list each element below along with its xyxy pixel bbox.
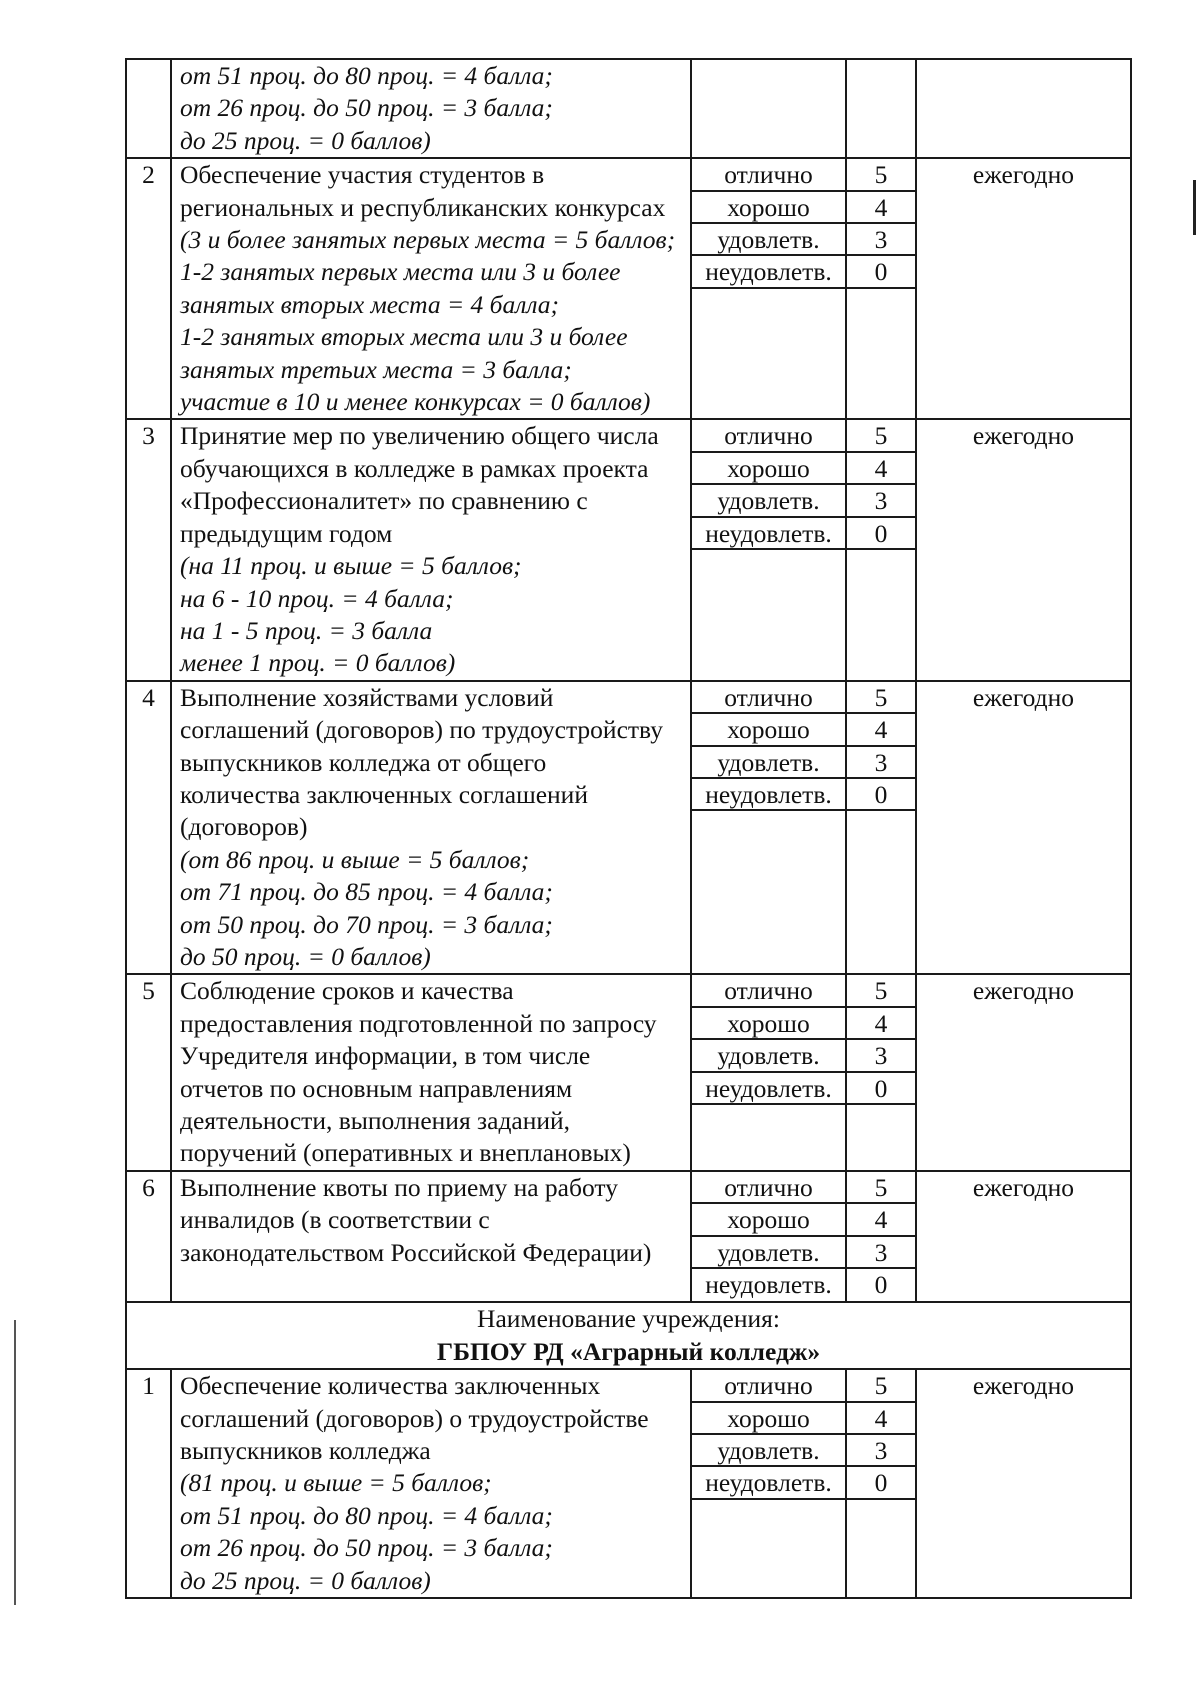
criteria-line: (от 86 проц. и выше = 5 баллов;	[180, 844, 530, 874]
row-number: 3	[126, 419, 171, 680]
criteria-line: от 26 проц. до 50 проц. = 3 балла;	[180, 1533, 553, 1563]
scan-margin-mark-right	[1193, 180, 1196, 235]
indicator-title-line: Выполнение квоты по приему на работу	[180, 1172, 618, 1202]
grade-label-cell	[691, 974, 846, 1170]
grade-score: 4	[847, 1008, 915, 1040]
indicator-title-line: предыдущим годом	[180, 518, 393, 548]
grade-score: 4	[847, 453, 915, 485]
table-row	[126, 1369, 1131, 1598]
criteria-line: от 71 проц. до 85 проц. = 4 балла;	[180, 877, 553, 907]
institution-name: ГБПОУ РД «Аграрный колледж»	[436, 1336, 821, 1366]
criteria-line: до 25 проц. = 0 баллов)	[180, 125, 431, 155]
grade-score: 0	[847, 256, 915, 288]
indicator-title-line: законодательством Российской Федерации)	[180, 1237, 652, 1267]
criteria-line: до 50 проц. = 0 баллов)	[180, 941, 431, 971]
criteria-line: (81 проц. и выше = 5 баллов;	[180, 1468, 492, 1498]
indicator-title-line: Принятие мер по увеличению общего числа	[180, 421, 659, 451]
indicator-title-line: Выполнение хозяйствами условий	[180, 682, 554, 712]
grade-score: 5	[847, 1172, 915, 1204]
grade-score: 4	[847, 1204, 915, 1236]
grade-label: удовлетв.	[692, 1040, 845, 1072]
grade-label-cell	[691, 1369, 846, 1598]
criteria-line: на 6 - 10 проц. = 4 балла;	[180, 583, 454, 613]
grade-label: отлично	[692, 682, 845, 714]
grade-label: неудовлетв.	[692, 518, 845, 550]
indicator-title-line: Учредителя информации, в том числе	[180, 1041, 591, 1071]
criteria-line: занятых третьих места = 3 балла;	[180, 354, 572, 384]
row-number: 4	[126, 681, 171, 975]
grade-label: неудовлетв.	[692, 779, 845, 811]
grade-label-cell	[691, 59, 846, 158]
period-value: ежегодно	[916, 1369, 1131, 1598]
grade-label: отлично	[692, 159, 845, 191]
criteria-line: от 50 проц. до 70 проц. = 3 балла;	[180, 909, 553, 939]
indicator-title-line: выпускников колледжа	[180, 1436, 431, 1465]
grade-label: хорошо	[692, 453, 845, 485]
period-value: ежегодно	[916, 158, 1131, 419]
grade-score: 4	[847, 192, 915, 224]
grade-score: 3	[847, 224, 915, 256]
period-cell	[916, 59, 1131, 158]
institution-name-header	[126, 1302, 1131, 1369]
grade-score: 0	[847, 518, 915, 550]
indicator-title-line: соглашений (договоров) о трудоустройстве	[180, 1403, 649, 1433]
indicator-title-line: предоставления подготовленной по запросу	[180, 1008, 657, 1038]
criteria-table-body	[126, 59, 1131, 1598]
grade-label-cell	[691, 419, 846, 680]
scan-margin-mark-left	[14, 1320, 16, 1605]
grade-score: 4	[847, 1403, 915, 1435]
grade-label: удовлетв.	[692, 224, 845, 256]
grade-label: хорошо	[692, 1403, 845, 1435]
grade-score-cell	[846, 59, 916, 158]
grade-score: 3	[847, 485, 915, 517]
indicator-description	[171, 1171, 691, 1303]
period-value: ежегодно	[916, 974, 1131, 1170]
grade-score: 5	[847, 975, 915, 1007]
row-number: 6	[126, 1171, 171, 1303]
grade-label-cell	[691, 1171, 846, 1303]
indicator-title-line: Соблюдение сроков и качества	[180, 976, 514, 1006]
period-value: ежегодно	[916, 681, 1131, 975]
table-row	[126, 974, 1131, 1170]
grade-label: удовлетв.	[692, 485, 845, 517]
grade-label: хорошо	[692, 1008, 845, 1040]
indicator-title-line: поручений (оперативных и внеплановых)	[180, 1138, 631, 1168]
grade-score: 0	[874, 1269, 888, 1299]
table-row-continuation	[126, 59, 1131, 158]
grade-label: неудовлетв.	[692, 1073, 845, 1105]
table-row	[126, 419, 1131, 680]
criteria-line: от 26 проц. до 50 проц. = 3 балла;	[180, 93, 553, 123]
criteria-line: 1-2 занятых вторых места или 3 и более	[180, 322, 628, 352]
indicator-title-line: Обеспечение участия студентов в	[180, 160, 545, 190]
grade-score-cell	[846, 1171, 916, 1303]
indicator-title-line: количества заключенных соглашений	[180, 779, 588, 809]
grade-label: хорошо	[692, 192, 845, 224]
grade-label: отлично	[692, 975, 845, 1007]
criteria-line: (3 и более занятых первых места = 5 баллов;	[180, 225, 676, 255]
grade-score-cell	[846, 419, 916, 680]
period-value: ежегодно	[916, 419, 1131, 680]
grade-score: 4	[847, 714, 915, 746]
section-header-row	[126, 1302, 1131, 1369]
grade-score: 0	[847, 1073, 915, 1105]
indicator-title-line: региональных и республиканских конкурсах	[180, 192, 666, 222]
table-row	[126, 681, 1131, 975]
indicator-title-line: Обеспечение количества заключенных	[180, 1371, 601, 1401]
row-number: 2	[126, 158, 171, 419]
criteria-line: на 1 - 5 проц. = 3 балла	[180, 615, 433, 645]
period-value: ежегодно	[916, 1171, 1131, 1303]
table-row	[126, 1171, 1131, 1303]
row-number-cell	[126, 59, 171, 158]
grade-score: 0	[847, 1467, 915, 1499]
criteria-line: от 51 проц. до 80 проц. = 4 балла;	[180, 1500, 553, 1530]
criteria-line: 1-2 занятых первых места или 3 и более	[180, 257, 621, 287]
indicator-description	[171, 681, 691, 975]
indicator-title-line: отчетов по основным направлениям	[180, 1073, 573, 1103]
indicator-title-line: выпускников колледжа от общего	[180, 747, 547, 777]
grade-score-cell	[846, 158, 916, 419]
grade-label: хорошо	[692, 714, 845, 746]
indicator-title-line: (договоров)	[180, 812, 308, 842]
grade-score-cell	[846, 974, 916, 1170]
grade-label: отлично	[692, 1370, 845, 1402]
criteria-line: от 51 проц. до 80 проц. = 4 балла;	[180, 61, 553, 90]
grade-score: 5	[847, 1370, 915, 1402]
grade-score: 3	[847, 1435, 915, 1467]
table-row	[126, 158, 1131, 419]
indicator-description	[171, 974, 691, 1170]
grade-label: неудовлетв.	[692, 256, 845, 288]
indicator-title-line: инвалидов (в соответствии с	[180, 1205, 490, 1235]
grade-label: неудовлетв.	[705, 1269, 832, 1299]
grade-label: отлично	[692, 1172, 845, 1204]
criteria-table	[125, 58, 1132, 1599]
grade-score: 3	[847, 747, 915, 779]
criteria-table-sheet	[125, 58, 1130, 1599]
grade-label-cell	[691, 681, 846, 975]
grade-label: удовлетв.	[692, 1435, 845, 1467]
indicator-description	[171, 1369, 691, 1598]
row-number: 5	[126, 974, 171, 1170]
grade-label: хорошо	[692, 1204, 845, 1236]
grade-score: 5	[847, 159, 915, 191]
criteria-line: участие в 10 и менее конкурсах = 0 баллов)	[180, 387, 651, 417]
criteria-line: менее 1 проц. = 0 баллов)	[180, 648, 456, 678]
row-number: 1	[126, 1369, 171, 1598]
grade-label: удовлетв.	[692, 747, 845, 779]
grade-score-cell	[846, 681, 916, 975]
grade-score: 5	[847, 682, 915, 714]
grade-score: 3	[847, 1040, 915, 1072]
grade-score-cell	[846, 1369, 916, 1598]
grade-score: 5	[847, 420, 915, 452]
grade-score: 3	[847, 1237, 915, 1269]
criteria-line: (на 11 проц. и выше = 5 баллов;	[180, 551, 522, 581]
grade-label: отлично	[692, 420, 845, 452]
grade-label: удовлетв.	[692, 1237, 845, 1269]
indicator-description	[171, 419, 691, 680]
grade-score: 0	[847, 779, 915, 811]
grade-label: неудовлетв.	[692, 1467, 845, 1499]
institution-label: Наименование учреждения:	[477, 1304, 780, 1334]
criteria-line: до 25 проц. = 0 баллов)	[180, 1565, 431, 1595]
indicator-title-line: обучающихся в колледже в рамках проекта	[180, 453, 649, 483]
indicator-description	[171, 158, 691, 419]
indicator-title-line: «Профессионалитет» по сравнению с	[180, 486, 588, 516]
indicator-title-line: соглашений (договоров) по трудоустройству	[180, 715, 663, 745]
criteria-line: занятых вторых места = 4 балла;	[180, 289, 560, 319]
grade-label-cell	[691, 158, 846, 419]
indicator-title-line: деятельности, выполнения заданий,	[180, 1106, 571, 1135]
criteria-cell	[171, 59, 691, 158]
